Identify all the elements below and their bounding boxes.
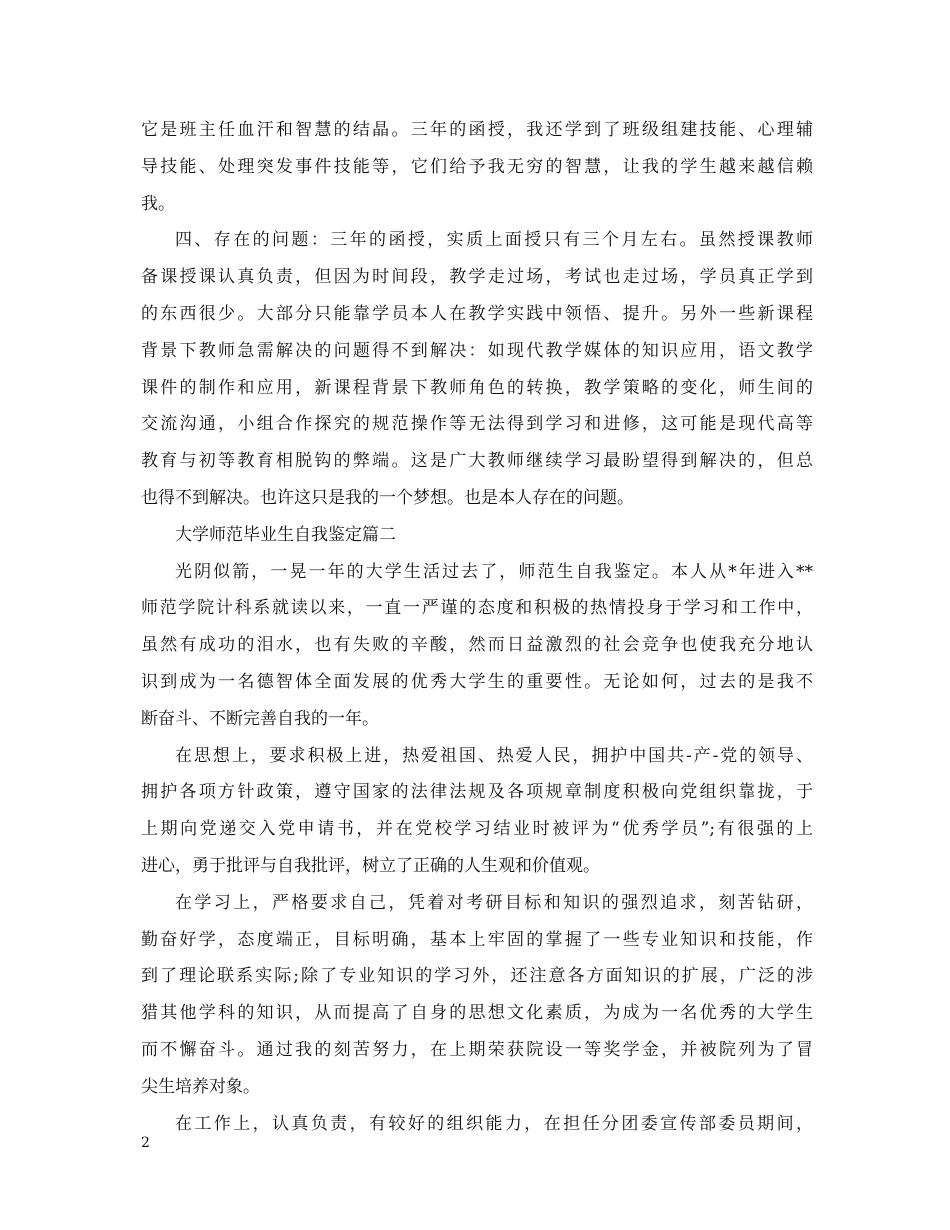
text-line: 拥护各项方针政策，遵守国家的法律法规及各项规章制度积极向党组织靠拢，于 xyxy=(141,782,813,803)
text-line: 交流沟通，小组合作探究的规范操作等无法得到学习和进修，这可能是现代高等 xyxy=(141,414,813,435)
text-line: 尖生培养对象。 xyxy=(141,1076,260,1097)
text-line: 上期向党递交入党申请书，并在党校学习结业时被评为“优秀学员”;有很强的上 xyxy=(141,819,813,840)
text-line: 断奋斗、不断完善自我的一年。 xyxy=(141,708,379,729)
text-line: 的东西很少。大部分只能靠学员本人在教学实践中领悟、提升。另外一些新课程 xyxy=(141,303,813,324)
text-line: 背景下教师急需解决的问题得不到解决：如现代教学媒体的知识应用，语文教学 xyxy=(141,340,813,361)
text-line: 勤奋好学，态度端正，目标明确，基本上牢固的掌握了一些专业知识和技能，作 xyxy=(141,929,813,950)
page-number: 2 xyxy=(141,1135,150,1151)
text-line: 到了理论联系实际;除了专业知识的学习外，还注意各方面知识的扩展，广泛的涉 xyxy=(141,966,813,987)
text-line: 我。 xyxy=(141,193,175,214)
text-line: 虽然有成功的泪水，也有失败的辛酸，然而日益激烈的社会竞争也使我充分地认 xyxy=(141,635,813,656)
text-line: 导技能、处理突发事件技能等，它们给予我无穷的智慧，让我的学生越来越信赖 xyxy=(141,156,813,177)
text-line: 教育与初等教育相脱钩的弊端。这是广大教师继续学习最盼望得到解决的，但总 xyxy=(141,451,813,472)
text-line: 备课授课认真负责，但因为时间段，教学走过场，考试也走过场，学员真正学到 xyxy=(141,267,813,288)
text-line: 识到成为一名德智体全面发展的优秀大学生的重要性。无论如何，过去的是我不 xyxy=(141,671,813,692)
text-line: 猎其他学科的知识，从而提高了自身的思想文化素质，为成为一名优秀的大学生 xyxy=(141,1003,813,1024)
text-line: 它是班主任血汗和智慧的结晶。三年的函授，我还学到了班级组建技能、心理辅 xyxy=(141,120,813,140)
text-line: 而不懈奋斗。通过我的刻苦努力，在上期荣获院设一等奖学金，并被院列为了冒 xyxy=(141,1039,813,1060)
text-line: 在工作上，认真负责，有较好的组织能力，在担任分团委宣传部委员期间， xyxy=(175,1113,813,1134)
text-line: 四、存在的问题：三年的函授，实质上面授只有三个月左右。虽然授课教师 xyxy=(175,230,813,251)
text-line: 也得不到解决。也许这只是我的一个梦想。也是本人存在的问题。 xyxy=(141,487,634,508)
text-line: 在思想上，要求积极上进，热爱祖国、热爱人民，拥护中国共-产-党的领导、 xyxy=(175,745,813,766)
text-line: 在学习上，严格要求自己，凭着对考研目标和知识的强烈追求，刻苦钻研， xyxy=(175,892,813,913)
text-line: 进心，勇于批评与自我批评，树立了正确的人生观和价值观。 xyxy=(141,855,600,876)
section-heading: 大学师范毕业生自我鉴定篇二 xyxy=(175,524,396,545)
text-line: 光阴似箭，一晃一年的大学生活过去了，师范生自我鉴定。本人从*年进入** xyxy=(175,561,813,582)
document-body xyxy=(141,112,813,1142)
text-line: 师范学院计科系就读以来，一直一严谨的态度和积极的热情投身于学习和工作中， xyxy=(141,598,813,619)
text-line: 课件的制作和应用，新课程背景下教师角色的转换，教学策略的变化，师生间的 xyxy=(141,377,813,398)
